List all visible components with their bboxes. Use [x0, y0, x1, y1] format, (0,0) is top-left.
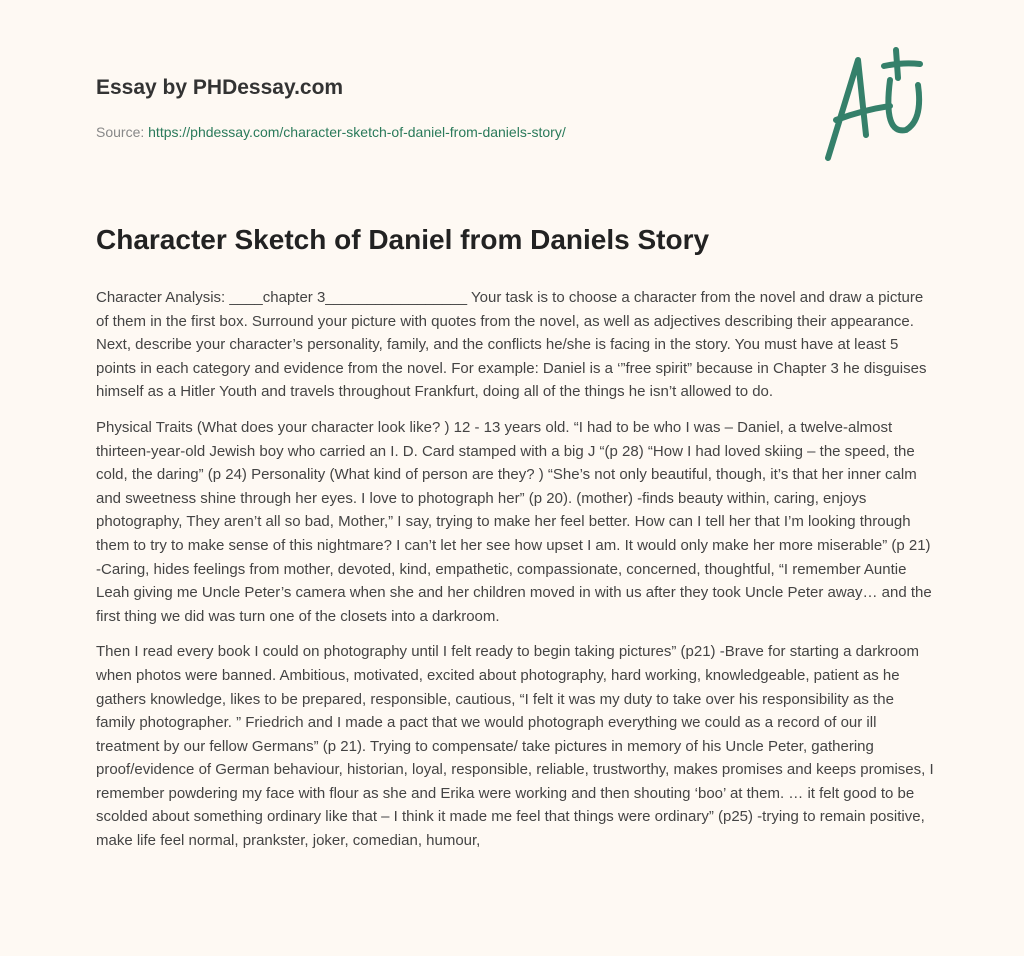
- essay-paragraph: Character Analysis: ____chapter 3_________________ Your task is to choose a character from the novel and draw a picture of them in the first box. Surround your picture with quotes from the novel, as well as adjectives describing their appearance. Next, describe your character’s personality, family, and the conflicts he/she is facing in the story. You must have at least 5 points in each category and evidence from the novel. For example: Daniel is a ‘”free spirit” because in Chapter 3 he disguises himself as a Hitler Youth and travels throughout Frankfurt, doing all of the things he isn’t allowed to do.: [96, 289, 927, 401]
- source-label: Source:: [96, 124, 145, 140]
- source-link[interactable]: https://phdessay.com/character-sketch-of-daniel-from-daniels-story/: [148, 124, 566, 140]
- brand-title: Essay by PHDessay.com: [96, 76, 344, 99]
- source-line: [96, 124, 566, 140]
- essay-body: [96, 286, 936, 865]
- essay-paragraph: Physical Traits (What does your character look like? ) 12 - 13 years old. “I had to be who I was – Daniel, a twelve-almost thirteen-year-old Jewish boy who carried an I. D. Card stamped with a big J “(p 28) “How I had loved skiing – the speed, the cold, the daring” (p 24) Personality (What kind of person are they? ) “She’s not only beautiful, though, it’s that her inner calm and sweetness shine through her eyes. I love to photograph her” (p 20). (mother) -finds beauty within, caring, enjoys photography, They aren’t all so bad, Mother,” I say, trying to make her feel better. How can I tell her that I’m looking through them to try to make sense of this nightmare? I can’t let her see how upset I am. It would only make her more miserable” (p 21) -Caring, hides feelings from mother, devoted, kind, empathetic, compassionate, concerned, thoughtful, “I remember Auntie Leah giving me Uncle Peter’s camera when she and her children moved in with us after they took Uncle Peter away… and the first thing we did was turn one of the closets into a darkroom.: [96, 418, 932, 625]
- page-title: Character Sketch of Daniel from Daniels Story: [96, 224, 710, 255]
- essay-paragraph: Then I read every book I could on photography until I felt ready to begin taking pictures” (p21) -Brave for starting a darkroom when photos were banned. Ambitious, motivated, excited about photography, hard working, knowledgeable, patient as he gathers knowledge, likes to be prepared, responsible, cautious, “I felt it was my duty to take over his responsibility as the family photographer. ” Friedrich and I made a pact that we would photograph everything we could as a record of our ill treatment by our fellow Germans” (p 21). Trying to compensate/ take pictures in memory of his Uncle Peter, gathering proof/evidence of German behaviour, historian, loyal, responsible, reliable, trustworthy, makes promises and keeps promises, I remember powdering my face with flour as she and Erika were working and then shouting ‘boo’ at them. … it felt good to be scolded about something ordinary like that – I think it made me feel that things were ordinary” (p25) -trying to remain positive, make life feel normal, prankster, joker, comedian, humour,: [96, 643, 934, 850]
- a-plus-logo-icon: [818, 40, 928, 165]
